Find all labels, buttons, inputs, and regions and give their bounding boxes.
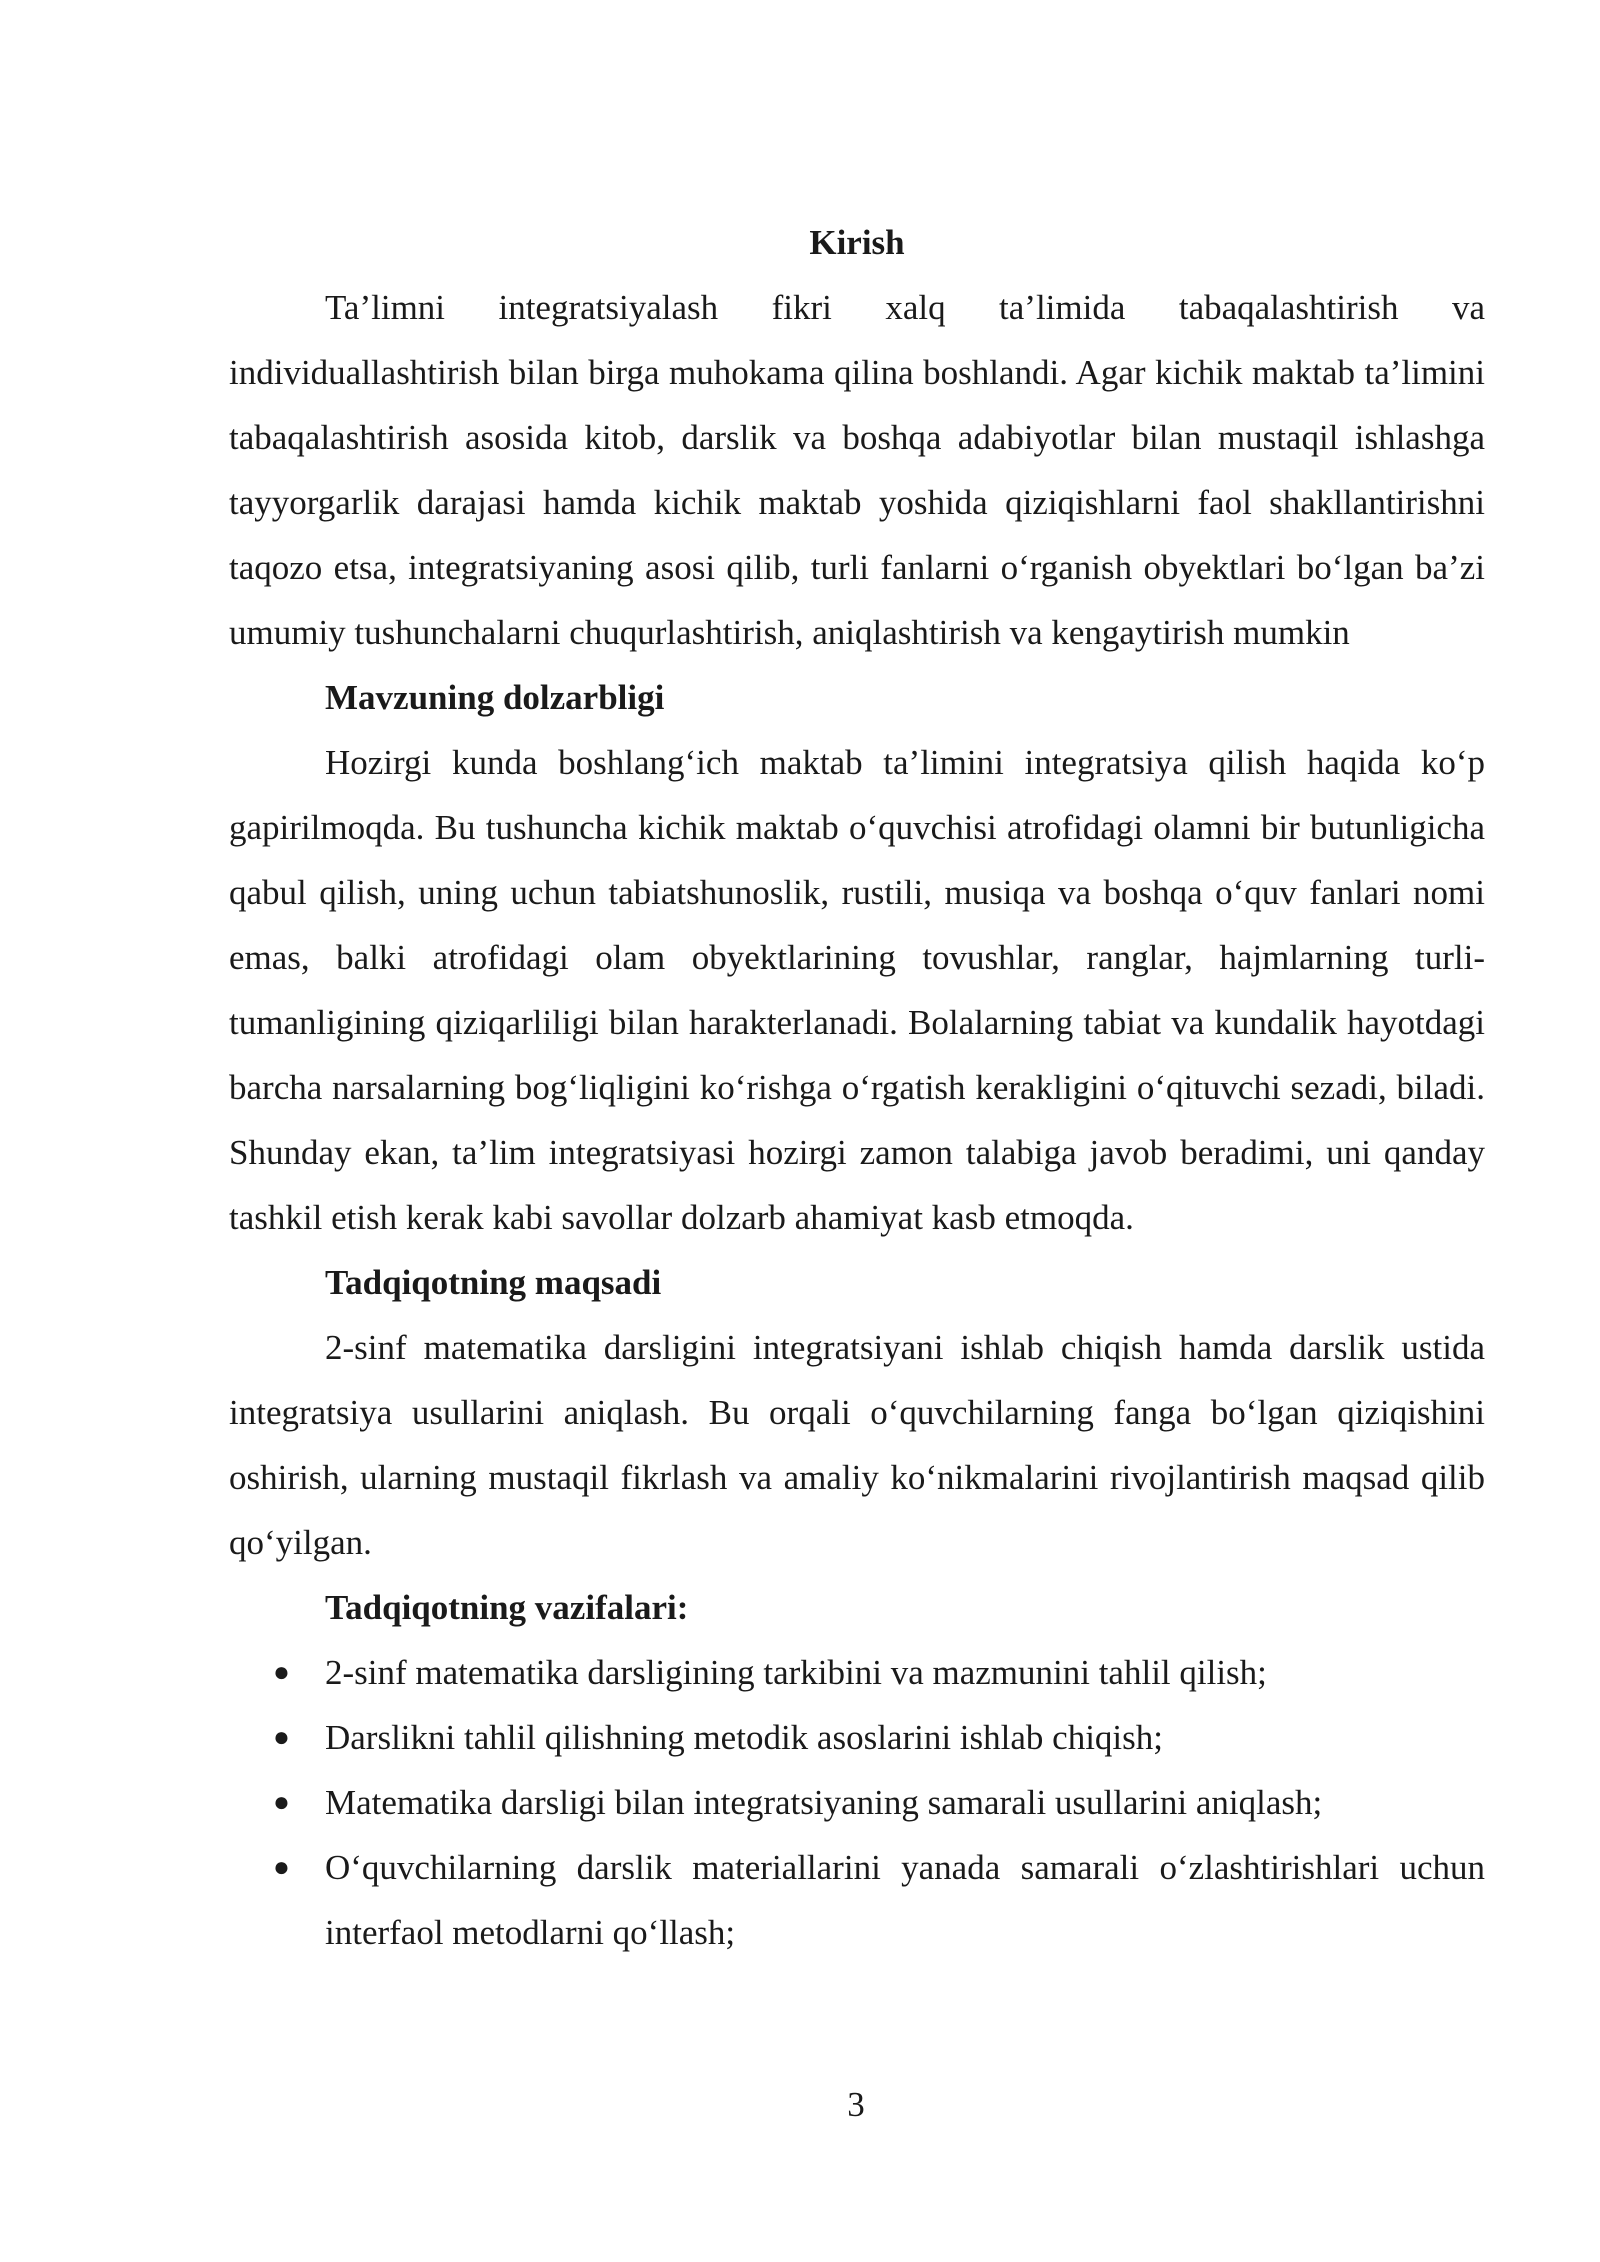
bullet-icon: ● [273,1852,290,1883]
list-item [229,1835,1485,1965]
document-page [229,210,1485,1965]
task-text: 2-sinf matematika darsligining tarkibini va mazmunini tahlil qilish; [325,1653,1267,1692]
task-text: Oʻquvchilarning darslik materiallarini yanada samarali oʻzlashtirishlari uchun interfaol metodlarni qoʻllash; [325,1848,1485,1952]
bullet-icon: ● [273,1657,290,1688]
page-number: 3 [847,2085,865,2124]
task-text: Matematika darsligi bilan integratsiyaning samarali usullarini aniqlash; [325,1783,1323,1822]
goal-paragraph: 2-sinf matematika darsligini integratsiyani ishlab chiqish hamda darslik ustida integratsiya usullarini aniqlash. Bu orqali oʻquvchilarning fanga boʻlgan qiziqishini oshirish, ularning mustaqil fikrlash va amaliy koʻnikmalarini rivojlantirish maqsad qilib qoʻyilgan. [229,1328,1485,1562]
bullet-icon: ● [273,1722,290,1753]
task-text: Darslikni tahlil qilishning metodik asoslarini ishlab chiqish; [325,1718,1163,1757]
list-item [229,1640,1485,1705]
page-title: Kirish [809,223,905,262]
goal-heading: Tadqiqotning maqsadi [325,1263,662,1302]
tasks-list [229,1640,1485,1965]
relevance-paragraph: Hozirgi kunda boshlangʻich maktab ta’limini integratsiya qilish haqida koʻp gapirilmoqda. Bu tushuncha kichik maktab oʻquvchisi atrofidagi olamni bir butunligicha qabul qilish, uning uchun tabiatshunoslik, rustili, musiqa va boshqa oʻquv fanlari nomi emas, balki atrofidagi olam obyektlarining tovushlar, ranglar, hajmlarning turli-tumanligining qiziqarliligi bilan harakterlanadi. Bolalarning tabiat va kundalik hayotdagi barcha narsalarning bogʻliqligini koʻrishga oʻrgatish kerakligini oʻqituvchi sezadi, biladi. Shunday ekan, ta’lim integratsiyasi hozirgi zamon talabiga javob beradimi, uni qanday tashkil etish kerak kabi savollar dolzarb ahamiyat kasb etmoqda. [229,743,1485,1237]
intro-paragraph: Ta’limni integratsiyalash fikri xalq ta’limida tabaqalashtirish va individuallashtirish bilan birga muhokama qilina boshlandi. Agar kichik maktab ta’limini tabaqalashtirish asosida kitob, darslik va boshqa adabiyotlar bilan mustaqil ishlashga tayyorgarlik darajasi hamda kichik maktab yoshida qiziqishlarni faol shakllantirishni taqozo etsa, integratsiyaning asosi qilib, turli fanlarni oʻrganish obyektlari boʻlgan ba’zi umumiy tushunchalarni chuqurlashtirish, aniqlashtirish va kengaytirish mumkin [229,288,1485,652]
list-item [229,1770,1485,1835]
bullet-icon: ● [273,1787,290,1818]
tasks-heading: Tadqiqotning vazifalari: [325,1588,689,1627]
relevance-heading: Mavzuning dolzarbligi [325,678,665,717]
list-item [229,1705,1485,1770]
